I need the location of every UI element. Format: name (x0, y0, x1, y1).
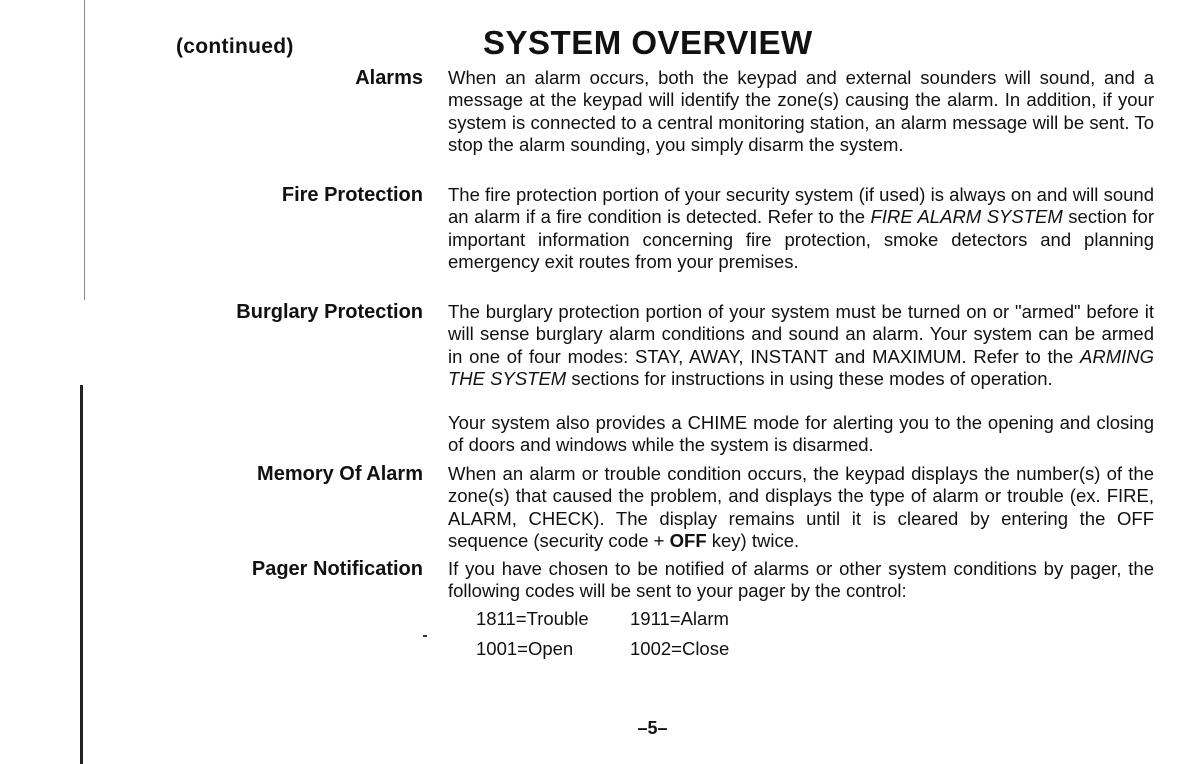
section-label-burglary-protection: Burglary Protection (236, 301, 423, 323)
pager-code: 1002=Close (630, 638, 730, 659)
section-label-pager-notification: Pager Notification (251, 558, 423, 580)
section-label-memory-of-alarm: Memory Of Alarm (257, 463, 423, 485)
continued-label: (continued) (176, 35, 294, 58)
fire-alarm-system-reference: FIRE ALARM SYSTEM (870, 206, 1063, 228)
section-text-alarms: When an alarm occurs, both the keypad and external sounders will sound, and a message at the keypad will identify the zone(s) causing the alarm. In addition, if your system is connected to a central monitoring station, an alarm message will be sent. To stop the alarm sounding, you simply disarm the system. (448, 67, 1154, 156)
pager-code: 1001=Open (476, 638, 574, 659)
binding-line-top (84, 0, 85, 300)
section-label-fire-protection: Fire Protection (281, 184, 423, 206)
section-label-alarms: Alarms (355, 67, 423, 89)
pager-codes-row (476, 638, 729, 660)
pager-codes-row (476, 608, 729, 630)
page-title: SYSTEM OVERVIEW (483, 24, 813, 61)
binding-line-bottom (80, 385, 83, 764)
arming-the-system-reference: ARMING THE SYSTEM (448, 345, 1154, 390)
section-text-pager-notification: If you have chosen to be notified of alarms or other system conditions by pager, the following codes will be sent to your pager by the control: (448, 558, 1154, 602)
section-text-fire-protection: The fire protection portion of your security system (if used) is always on and will sound an alarm if a fire condition is detected. Refer to the FIRE ALARM SYSTEM section for important information concerning fire protection, smoke detectors and planning emergency exit routes from your premises. (448, 184, 1154, 273)
section-text-chime-mode: Your system also provides a CHIME mode for alerting you to the opening and closing of doors and windows while the system is disarmed. (448, 412, 1154, 456)
pager-code: 1811=Trouble (476, 608, 589, 629)
section-text-memory-of-alarm: When an alarm or trouble condition occurs, the keypad displays the number(s) of the zone(s) that caused the problem, and displays the type of alarm or trouble (ex. FIRE, ALARM, CHECK). The display remains until it is cleared by entering the OFF sequence (security code + OFF key) twice. (448, 463, 1154, 552)
pager-code: 1911=Alarm (630, 608, 729, 629)
off-key-label: OFF (669, 530, 707, 552)
page-number: –5– (637, 718, 668, 738)
section-text-burglary-protection: The burglary protection portion of your system must be turned on or "armed" before it will sense burglary alarm conditions and sound an alarm. Your system can be armed in one of four modes: STAY, AWAY, INSTANT and MAXIMUM. Refer to the ARMING THE SYSTEM sections for instructions in using these modes of operation. (448, 301, 1154, 390)
stray-mark (423, 635, 427, 637)
